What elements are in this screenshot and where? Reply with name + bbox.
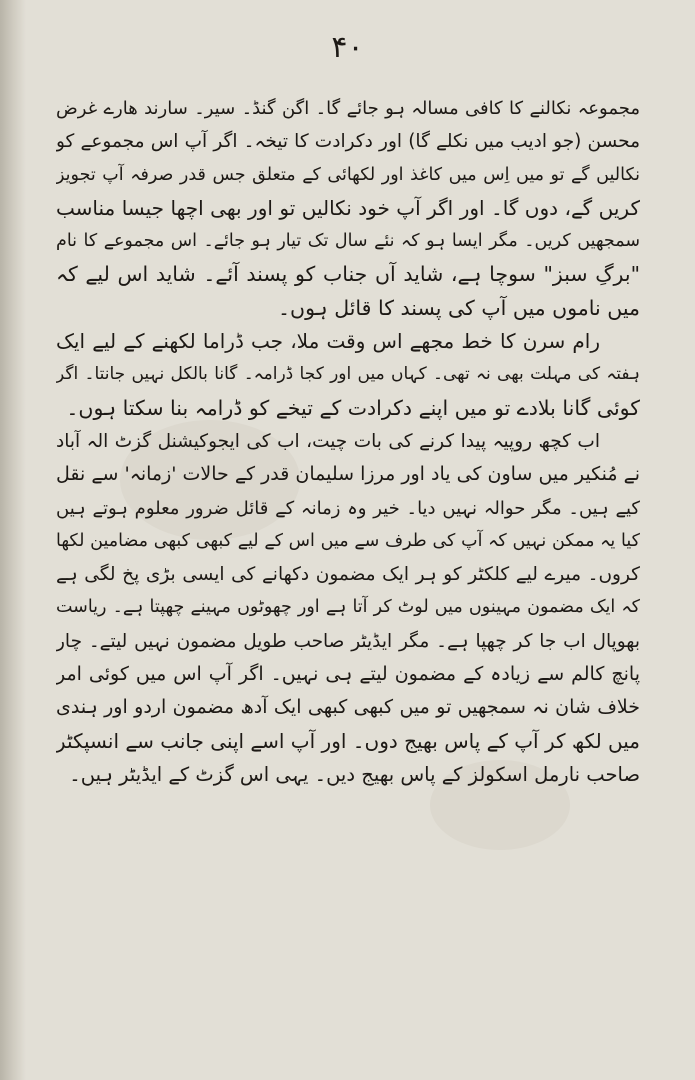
text-line: میں ناموں میں آپ کی پسند کا قائل ہوں۔ [278,295,640,320]
page-body-text [56,92,640,791]
text-line: کوئی گانا بلادے تو میں اپنے دکرادت کے تیخے کو ڈرامہ بنا سکتا ہوں۔ [66,395,640,420]
text-line: ہفتہ کی مہلت بھی نہ تھی۔ کہاں میں اور کجا ڈرامہ۔ گانا بالکل نہیں جانتا۔ اگر [56,364,640,385]
text-line: میں لکھ کر آپ کے پاس بھیج دوں۔ اور آپ اسے اپنی جانب سے انسپکٹر [56,728,640,753]
text-line: بھوپال اب جا کر چھپا ہے۔ مگر ایڈیٹر صاحب طویل مضمون نہیں لیتے۔ چار [56,630,640,652]
text-line: کریں گے، دوں گا۔ اور اگر آپ خود نکالیں تو اور بھی اچھا جیسا مناسب [56,195,640,220]
text-line: اب کچھ روپیہ پیدا کرنے کی بات چیت، اب کی ایجوکیشنل گزٹ الہ آباد [56,430,600,452]
text-line: کیے ہیں۔ مگر حوالہ نہیں دیا۔ خیر وہ زمانہ کے قائل ضرور معلوم ہوتے ہیں [56,497,640,519]
text-line: نکالیں گے تو میں اِس میں کاغذ اور لکھائی کے متعلق جس قدر صرفہ آپ تجویز [56,164,640,185]
text-line: "برگِ سبز" سوچا ہے، شاید آں جناب کو پسند آئے۔ شاید اس لیے کہ [56,262,640,287]
text-line: کہ ایک مضمون مہینوں میں لوٹ کر آتا ہے اور چھوٹوں مہینے چھپتا ہے۔ ریاست [56,597,640,618]
text-line: مجموعہ نکالنے کا کافی مسالہ ہو جائے گا۔ اگن گنڈ۔ سیر۔ سارند ھارے غرض [56,98,640,119]
text-line: نے مُنکیر میں ساون کی یاد اور مرزا سلیمان قدر کے حالات 'زمانہ' سے نقل [56,463,640,486]
text-line: صاحب نارمل اسکولز کے پاس بھیج دیں۔ یہی اس گزٹ کے ایڈیٹر ہیں۔ [69,762,640,786]
text-line: پانچ کالم سے زیادہ کے مضمون لیتے ہی نہیں۔ اگر آپ اس میں کوئی امر [56,663,640,686]
text-line: رام سرن کا خط مجھے اس وقت ملا، جب ڈراما لکھنے کے لیے ایک [56,329,600,354]
text-line: کروں۔ میرے لیے کلکٹر کو ہر ایک مضمون دکھانے کی ایسی بڑی پخ لگی ہے [56,564,640,586]
text-line: محسن (جو ادیب میں نکلے گا) اور دکرادت کا تیخہ۔ اگر آپ اس مجموعے کو [56,131,640,153]
text-line: سمجھیں کریں۔ مگر ایسا ہو کہ نئے سال تک تیار ہو جائے۔ اس مجموعے کا نام [56,231,640,252]
page-number: ۴۰ [331,30,364,65]
text-line: خلاف شان نہ سمجھیں تو میں کبھی کبھی ایک آدھ مضمون اردو اور ہندی [56,696,640,719]
page-gutter-shadow [0,0,26,1080]
text-line: کیا یہ ممکن نہیں کہ آپ کی طرف سے میں اس کے لیے کبھی کبھی مضامین لکھا [56,530,640,551]
